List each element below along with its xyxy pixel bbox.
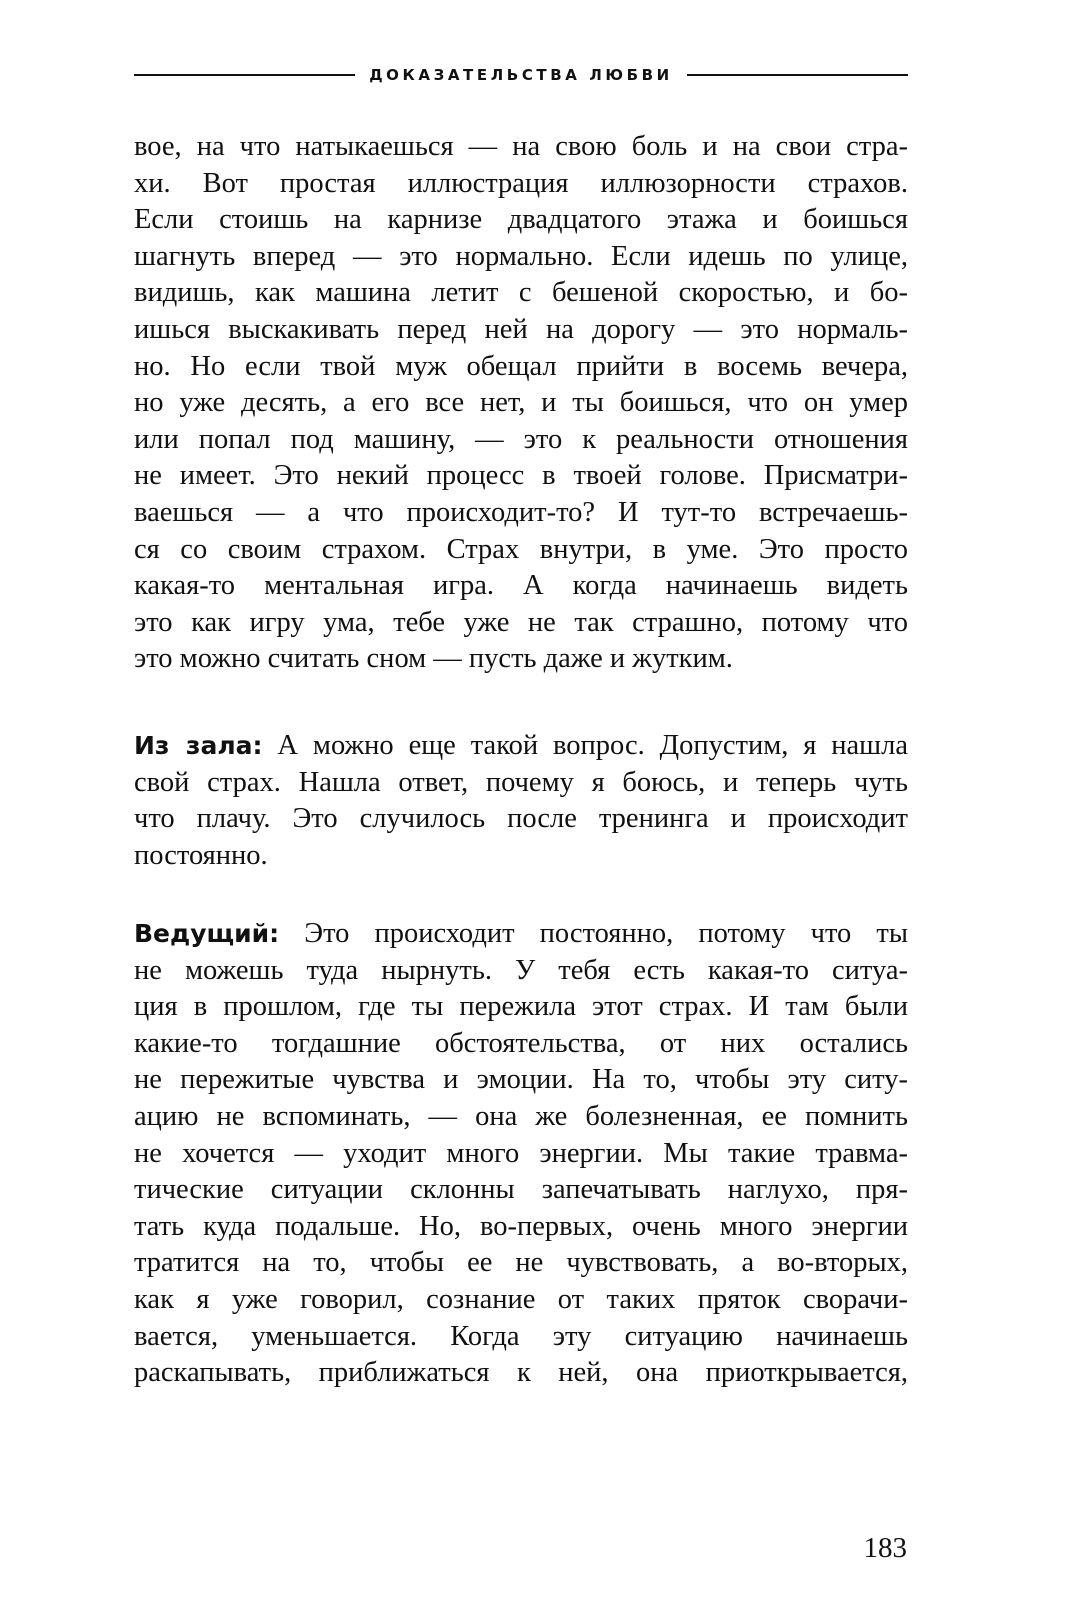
text-line: шагнуть вперед — это нормально. Если идешь по улице, [134,240,908,272]
header-rule-right [687,74,908,76]
header-rule-left [134,74,355,76]
text-line: ся со своим страхом. Страх внутри, в уме. Это просто [134,533,908,565]
text-line: не имеет. Это некий процесс в твоей голове. Присматри- [134,460,908,492]
text-line: вое, на что натыкаешься — на свою боль и на свои стра- [134,131,908,162]
text-line: это можно считать сном — пусть даже и жутким. [134,643,733,675]
text-line: тать куда подальше. Но, во-первых, очень много энергии [134,1210,908,1242]
text-line: что плачу. Это случилось после тренинга и происходит [134,803,908,835]
text-line: ишься выскакивать перед ней на дорогу — это нормаль- [134,313,908,345]
text-line: это как игру ума, тебе уже не так страшно, потому что [134,606,908,638]
text-line: тратится на то, чтобы ее не чувствовать, а во-вторых, [134,1247,908,1279]
text-line: не пережитые чувства и эмоции. На то, чтобы эту ситу- [134,1064,908,1096]
speaker-label: Ведущий: [134,919,280,948]
text-line: не можешь туда нырнуть. У тебя есть какая-то ситуа- [134,954,908,986]
text-line: вается, уменьшается. Когда эту ситуацию начинаешь [134,1320,908,1352]
page-number: 183 [863,1532,907,1564]
running-header [134,60,908,90]
text-line: но уже десять, а его все нет, и ты боишься, что он умер [134,387,908,419]
text-line: какая-то ментальная игра. А когда начинаешь видеть [134,570,908,602]
text-line-content: Это происходит постоянно, потому что ты [279,918,908,949]
text-line: ция в прошлом, где ты пережила этот страх. И там были [134,991,908,1023]
text-line: но. Но если твой муж обещал прийти в восемь вечера, [134,350,908,382]
text-line: видишь, как машина летит с бешеной скоростью, и бо- [134,277,908,309]
text-line: какие-то тогдашние обстоятельства, от них остались [134,1027,908,1059]
text-line: ваешься — а что происходит-то? И тут-то встречаешь- [134,496,908,528]
text-line: или попал под машину, — это к реальности отношения [134,423,908,455]
running-title: ДОКАЗАТЕЛЬСТВА ЛЮБВИ [369,66,673,84]
text-line [134,916,908,953]
paragraph-host-answer [134,916,908,1392]
text-line: свой страх. Нашла ответ, почему я боюсь, и теперь чуть [134,766,908,798]
paragraph-audience-question [134,728,908,874]
text-line: не хочется — уходит много энергии. Мы такие травма- [134,1137,908,1169]
text-line-content: А можно еще такой вопрос. Допустим, я нашла [262,730,908,761]
speaker-label: Из зала: [134,731,263,760]
text-line: постоянно. [134,839,268,871]
paragraph-narrative [134,129,908,678]
text-line: хи. Вот простая иллюстрация иллюзорности страхов. [134,167,908,199]
text-line: тические ситуации склонны запечатывать наглухо, пря- [134,1174,908,1206]
text-line: Если стоишь на карнизе двадцатого этажа и боишься [134,204,908,236]
text-line: раскапывать, приближаться к ней, она приоткрывается, [134,1357,908,1389]
text-line: ацию не вспоминать, — она же болезненная, ее помнить [134,1100,908,1132]
text-line [134,728,908,765]
text-line: как я уже говорил, сознание от таких пряток сворачи- [134,1283,908,1315]
